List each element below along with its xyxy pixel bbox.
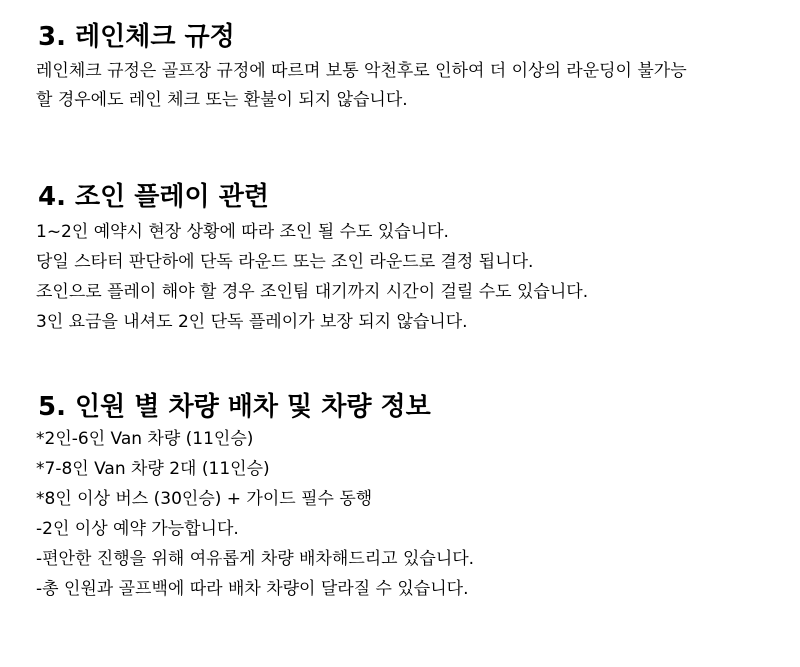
rain-check-heading: 3. 레인체크 규정 (38, 22, 235, 52)
join-play-text-line: 조인으로 플레이 해야 할 경우 조인팀 대기까지 시간이 걸릴 수도 있습니다. (36, 282, 589, 302)
rain-check-text-line: 레인체크 규정은 골프장 규정에 따르며 보통 악천후로 인하여 더 이상의 라운딩이 불가능 (36, 61, 687, 81)
vehicle-dispatch-text-line: *2인-6인 Van 차량 (11인승) (36, 429, 254, 449)
vehicle-dispatch-text-line: *7-8인 Van 차량 2대 (11인승) (36, 459, 270, 479)
join-play-text-line: 당일 스타터 판단하에 단독 라운드 또는 조인 라운드로 결정 됩니다. (36, 252, 534, 272)
vehicle-dispatch-text-line: -편안한 진행을 위해 여유롭게 차량 배차해드리고 있습니다. (36, 549, 475, 569)
join-play-heading: 4. 조인 플레이 관련 (38, 182, 269, 212)
join-play-text-line: 3인 요금을 내셔도 2인 단독 플레이가 보장 되지 않습니다. (36, 312, 468, 332)
rain-check-text-line: 할 경우에도 레인 체크 또는 환불이 되지 않습니다. (36, 90, 408, 110)
vehicle-dispatch-text-line: -총 인원과 골프백에 따라 배차 차량이 달라질 수 있습니다. (36, 579, 469, 599)
vehicle-dispatch-heading: 5. 인원 별 차량 배차 및 차량 정보 (38, 392, 431, 422)
join-play-text-line: 1~2인 예약시 현장 상황에 따라 조인 될 수도 있습니다. (36, 222, 449, 242)
vehicle-dispatch-text-line: *8인 이상 버스 (30인승) + 가이드 필수 동행 (36, 489, 373, 509)
vehicle-dispatch-text-line: -2인 이상 예약 가능합니다. (36, 519, 239, 539)
